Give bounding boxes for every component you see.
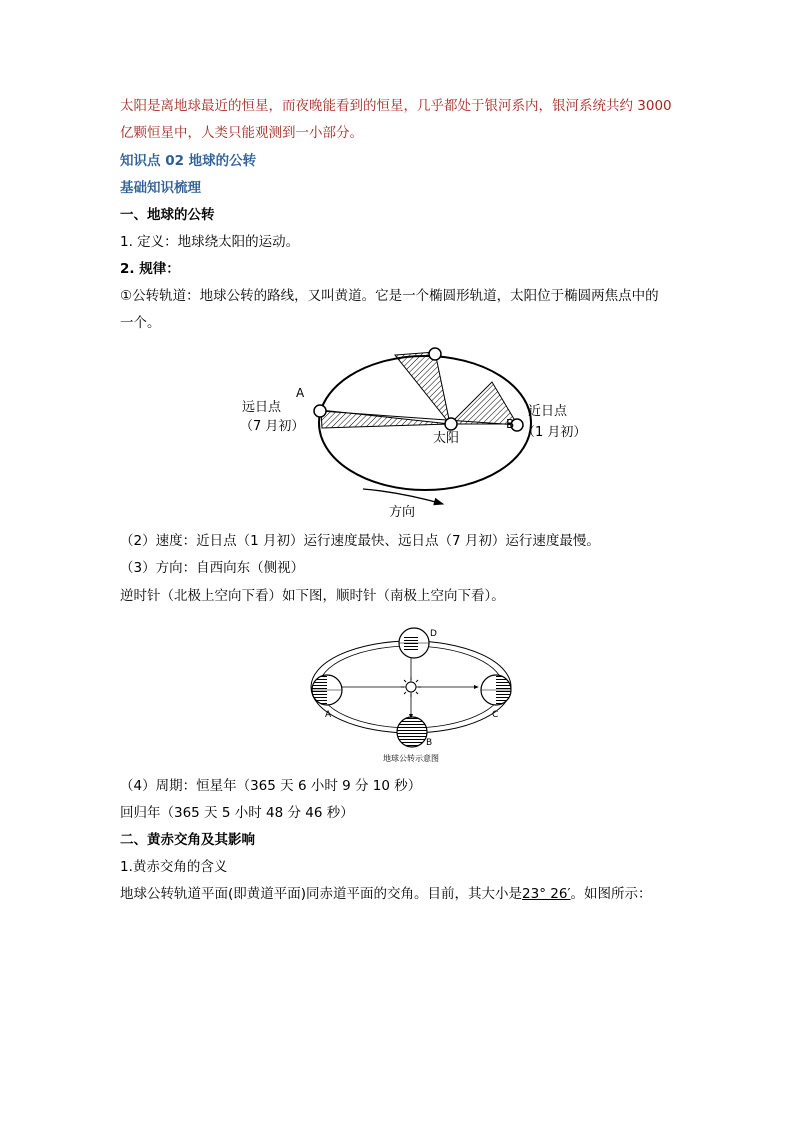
period-text: （4）周期：恒星年（365 天 6 小时 9 分 10 秒） [120, 778, 422, 794]
earth-globe-c [481, 675, 511, 705]
definition-text: 1. 定义：地球绕太阳的运动。 [120, 234, 300, 250]
direction-detail-text: 逆时针（北极上空向下看）如下图，顺时针（南极上空向下看）。 [120, 588, 505, 604]
globe-b-label: B [426, 738, 433, 748]
orbit-line-1: ①公转轨道：地球公转的路线，又叫黄道。它是一个椭圆形轨道，太阳位于椭圆两焦点中的 [120, 288, 659, 304]
perihelion-time-label: （1 月初） [522, 425, 587, 440]
intro-line-1: 太阳是离地球最近的恒星，而夜晚能看到的恒星，几乎都处于银河系内，银河系统共约 3000 [120, 98, 672, 114]
part1-heading: 一、地球的公转 [120, 207, 215, 223]
section-title: 知识点 02 地球的公转 [120, 153, 257, 169]
aphelion-label: 远日点 [242, 400, 282, 415]
direction-arrow [363, 489, 443, 504]
earth-globe-a [312, 675, 342, 705]
earth-globe-d [399, 628, 429, 658]
subsection-title: 基础知识梳理 [120, 180, 201, 196]
earth-globe-b [397, 717, 427, 747]
orbit-line-2: 一个。 [120, 315, 161, 331]
intro-line-2: 亿颗恒星中，人类只能观测到一小部分。 [120, 125, 363, 141]
orbit-diagram [230, 342, 610, 522]
earth-at-aphelion [314, 405, 326, 417]
obliquity-meaning: 1.黄赤交角的含义 [120, 859, 228, 875]
sun-label: 太阳 [433, 431, 460, 446]
obliquity-text-after: 。如图所示： [570, 886, 652, 902]
point-b-label: B [506, 417, 515, 431]
perihelion-label: 近日点 [528, 404, 568, 419]
swept-area-middle [395, 352, 450, 424]
direction-label: 方向 [389, 505, 416, 520]
obliquity-angle-value: 23° 26′ [522, 886, 571, 902]
tropical-year-text: 回归年（365 天 5 小时 48 分 46 秒） [120, 805, 354, 821]
direction-text: （3）方向：自西向东（侧视） [120, 560, 305, 576]
point-a-label: A [296, 386, 305, 400]
obliquity-text-before: 地球公转轨道平面(即黄道平面)同赤道平面的交角。目前，其大小是 [120, 886, 523, 902]
revolution-diagram [300, 618, 520, 768]
sun-icon [401, 677, 421, 697]
part2-heading: 二、黄赤交角及其影响 [120, 832, 255, 848]
aphelion-time-label: （7 月初） [240, 419, 305, 434]
rules-heading: 2. 规律： [120, 261, 180, 277]
globe-c-label: C [492, 710, 499, 720]
earth-top [429, 348, 441, 360]
globe-d-label: D [430, 629, 437, 639]
sun-marker [445, 418, 457, 430]
obliquity-definition [120, 884, 652, 904]
speed-text: （2）速度：近日点（1 月初）运行速度最快、远日点（7 月初）运行速度最慢。 [120, 533, 600, 549]
globe-a-label: A [325, 710, 332, 720]
figure2-caption: 地球公转示意图 [383, 754, 439, 763]
